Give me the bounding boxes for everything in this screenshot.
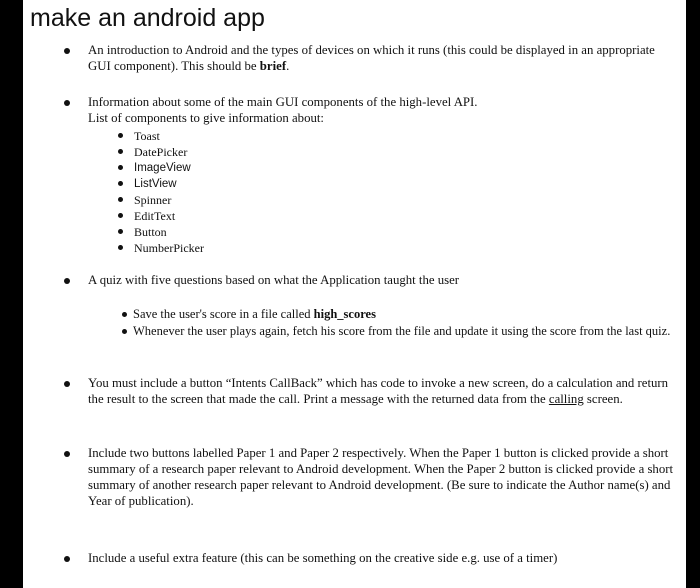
list-item-text: Include two buttons labelled Paper 1 and Paper 2 respectively. When the Paper 1 button is clicked provide a short summary of a research paper relevant to Android development. When the Paper 2 button is clicked provide a short summary of another research paper relevant to Android development. (Be sure to indicate the Author name(s) and Year of publication). bbox=[88, 446, 674, 508]
bullet-icon bbox=[118, 213, 123, 218]
component-label: NumberPicker bbox=[134, 241, 204, 255]
bold-text: high_scores bbox=[313, 307, 376, 321]
bullet-icon bbox=[64, 451, 70, 457]
component-label: Toast bbox=[134, 129, 160, 143]
underlined-text: calling bbox=[548, 392, 584, 406]
subitem-text: Whenever the user plays again, fetch his score from the file and update it using the score from the last quiz. bbox=[133, 324, 671, 338]
component-label: Spinner bbox=[134, 193, 172, 207]
bullet-icon bbox=[64, 381, 70, 387]
bullet-icon bbox=[64, 100, 70, 106]
bullet-icon bbox=[122, 329, 127, 334]
list-item-text: Information about some of the main GUI components of the high-level API. bbox=[88, 95, 478, 109]
text-segment: Save the user's score in a file called bbox=[133, 307, 314, 321]
component-label: ListView bbox=[134, 178, 177, 190]
bullet-icon bbox=[118, 165, 123, 170]
bullet-icon bbox=[118, 245, 123, 250]
bullet-icon bbox=[118, 181, 123, 186]
bold-text: brief bbox=[259, 59, 287, 73]
list-item-text: Include a useful extra feature (this can be something on the creative side e.g. use of a timer) bbox=[88, 551, 558, 565]
text-segment: screen. bbox=[583, 392, 623, 406]
bullet-icon bbox=[118, 197, 123, 202]
bullet-icon bbox=[118, 133, 123, 138]
bullet-icon bbox=[118, 229, 123, 234]
bullet-icon bbox=[64, 556, 70, 562]
component-label: EditText bbox=[134, 209, 176, 223]
bullet-icon bbox=[122, 312, 127, 317]
bullet-icon bbox=[118, 149, 123, 154]
list-item-text bbox=[88, 42, 678, 74]
bullet-icon bbox=[64, 278, 70, 284]
list-item-text bbox=[88, 375, 678, 407]
text-segment: An introduction to Android and the types of devices on which it runs (this could be displayed in an appropriate GUI component). This should be bbox=[88, 43, 655, 73]
text-segment: . bbox=[286, 59, 290, 73]
bullet-icon bbox=[64, 48, 70, 54]
component-label: DatePicker bbox=[134, 145, 188, 159]
component-label: Button bbox=[134, 225, 167, 239]
page-title: make an android app bbox=[30, 4, 265, 32]
subitem-text bbox=[133, 306, 678, 322]
document-page bbox=[23, 0, 686, 588]
list-item-subtext: List of components to give information about: bbox=[88, 111, 324, 125]
text-segment: You must include a button “Intents CallBack” which has code to invoke a new screen, do a calculation and return the result to the screen that made the call. Print a message with the returned data from the bbox=[88, 376, 669, 406]
component-label: ImageView bbox=[134, 162, 191, 174]
list-item-text: A quiz with five questions based on what the Application taught the user bbox=[88, 273, 460, 287]
